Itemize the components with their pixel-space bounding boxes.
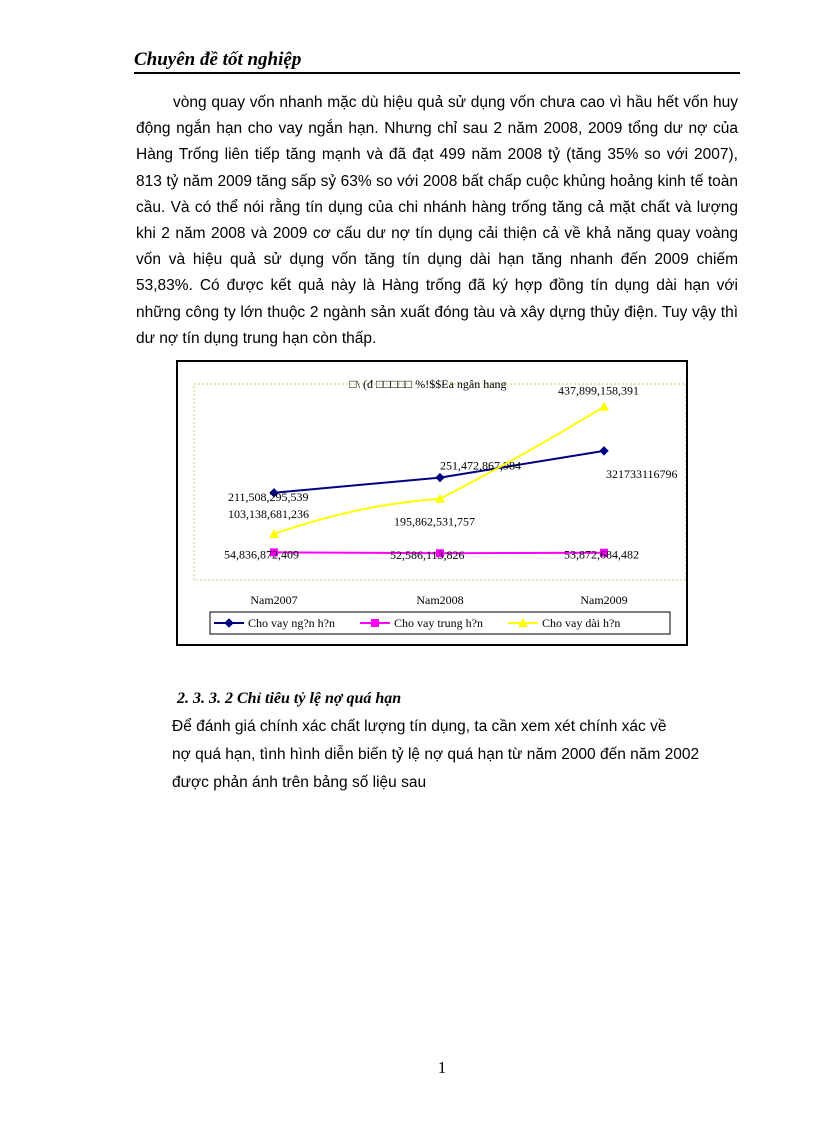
x-axis: [250, 593, 627, 607]
chart-canvas: [178, 362, 686, 644]
legend-marker: [371, 619, 379, 627]
data-label: 251,472,867,984: [440, 458, 521, 473]
data-label: 54,836,872,409: [224, 547, 299, 562]
section-line: nợ quá hạn, tình hình diễn biến tỷ lệ nợ quá hạn từ năm 2000 đến năm 2002: [172, 746, 700, 763]
series-line-cho-vay-ng-n-h-n: [274, 451, 604, 493]
legend-label: Cho vay dài h?n: [542, 616, 621, 630]
section-paragraph: [172, 713, 732, 797]
data-label: 211,508,295,539: [228, 489, 309, 504]
x-tick-label: Nam2008: [416, 593, 464, 607]
data-label: 437,899,158,391: [558, 383, 639, 398]
series-layer: [224, 384, 678, 563]
section-line: Để đánh giá chính xác chất lượng tín dụng, ta cần xem xét chính xác về: [172, 718, 667, 735]
data-label: 195,862,531,757: [394, 514, 475, 529]
legend-label: Cho vay trung h?n: [394, 616, 483, 630]
loan-chart: [176, 360, 688, 646]
data-label: 103,138,681,236: [228, 506, 309, 521]
data-point-cho-vay-ng-n-h-n: [436, 474, 444, 482]
section-line: được phản ánh trên bảng số liệu sau: [172, 774, 427, 791]
x-tick-label: Nam2007: [250, 593, 298, 607]
legend: [210, 612, 670, 634]
data-label: 321733116796: [606, 466, 678, 481]
data-point-cho-vay-ng-n-h-n: [600, 447, 608, 455]
page-number: 1: [437, 1058, 447, 1077]
data-label: 53,872,684,482: [564, 547, 639, 562]
x-tick-label: Nam2009: [580, 593, 628, 607]
section-heading: 2. 3. 3. 2 Chỉ tiêu tỷ lệ nợ quá hạn: [177, 690, 402, 707]
data-point-cho-vay-d-i-h-n: [599, 402, 609, 411]
body-paragraph: vòng quay vốn nhanh mặc dù hiệu quả sử dụng vốn chưa cao vì hầu hết vốn huy động ngắn hạn cho vay ngắn hạn. Nhưng chỉ sau 2 năm 2008, 2009 tổng dư nợ của Hàng Trống liên tiếp tăng mạnh và đã đạt 499 năm 2008 tỷ (tăng 35% so với 2007), 813 tỷ năm 2009 tăng sấp sỷ 63% so với 2008 bất chấp cuộc khủng hoảng kinh tế toàn cầu. Và có thể nói rằng tín dụng của chi nhánh hàng trống tăng cả mặt chất và lượng khi 2 năm 2008 và 2009 cơ cấu dư nợ tín dụng cải thiện cả về khả năng quay voàng vốn và hiệu quả sử dụng vốn tăng tín dụng dài hạn tăng nhanh đến 2009 chiếm 53,83%. Có được kết quả này là Hàng trống đã ký hợp đồng tín dụng dài hạn với những công ty lớn thuộc 2 ngành sản xuất đóng tàu và xây dựng thủy điện. Tuy vậy thì dư nợ tín dụng trung hạn còn thấp.: [136, 94, 738, 347]
data-label: 52,586,113,826: [390, 548, 465, 563]
legend-label: Cho vay ng?n h?n: [248, 616, 335, 630]
document-header: Chuyên đề tốt nghiệp: [134, 48, 740, 74]
chart-title: □\ (đ □□□□□ %!$$Ea ngân hang: [349, 377, 507, 391]
